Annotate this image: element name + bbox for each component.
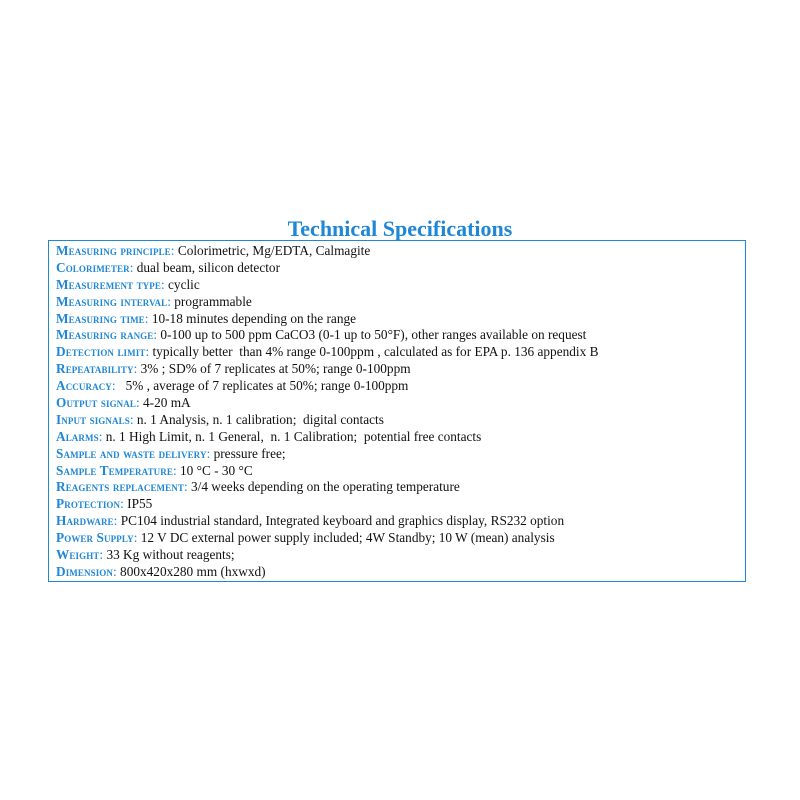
spec-value: PC104 industrial standard, Integrated keyboard and graphics display, RS232 option — [120, 513, 565, 529]
spec-separator: : — [111, 378, 119, 394]
spec-separator: : — [133, 530, 141, 546]
spec-row — [56, 294, 745, 311]
spec-row — [56, 378, 745, 395]
spec-separator: : — [206, 445, 214, 461]
spec-row — [56, 530, 745, 547]
spec-value: 4-20 mA — [143, 395, 191, 411]
spec-value: n. 1 Analysis, n. 1 calibration; digital contacts — [136, 411, 384, 427]
spec-label: Alarms — [56, 428, 99, 444]
spec-separator: : — [98, 428, 106, 444]
spec-value: IP55 — [127, 496, 153, 512]
spec-value: programmable — [174, 293, 252, 309]
spec-label: Repeatability — [56, 361, 134, 377]
spec-separator: : — [120, 496, 128, 512]
spec-label: Measurement type — [56, 276, 161, 292]
spec-separator: : — [153, 327, 161, 343]
spec-value: cyclic — [168, 276, 200, 292]
spec-label: Sample and waste delivery — [56, 445, 207, 461]
spec-row — [56, 260, 745, 277]
spec-label: Input signals — [56, 411, 130, 427]
spec-label: Dimension — [56, 563, 114, 579]
spec-row — [56, 547, 745, 564]
spec-separator: : — [170, 243, 178, 258]
spec-value: 800x420x280 mm (hxwxd) — [120, 563, 266, 579]
spec-row — [56, 513, 745, 530]
spec-separator: : — [144, 310, 152, 326]
spec-separator: : — [145, 344, 153, 360]
spec-value: 33 Kg without reagents; — [106, 547, 235, 563]
page-title: Technical Specifications — [287, 216, 513, 241]
spec-row — [56, 243, 745, 260]
spec-value: 3% ; SD% of 7 replicates at 50%; range 0-100ppm — [140, 361, 411, 377]
spec-value: 3/4 weeks depending on the operating temperature — [190, 479, 460, 495]
spec-row — [56, 564, 745, 581]
spec-row — [56, 479, 745, 496]
spec-label: Colorimeter — [56, 259, 130, 275]
spec-separator: : — [113, 513, 121, 529]
spec-label: Measuring principle — [56, 243, 171, 258]
spec-row — [56, 463, 745, 480]
spec-row — [56, 344, 745, 361]
spec-separator: : — [167, 293, 175, 309]
specifications-table — [48, 240, 746, 582]
spec-label: Reagents replacement — [56, 479, 184, 495]
spec-separator: : — [129, 411, 137, 427]
spec-value: Colorimetric, Mg/EDTA, Calmagite — [177, 243, 371, 258]
spec-row — [56, 277, 745, 294]
spec-separator: : — [113, 563, 121, 579]
spec-label: Detection limit — [56, 344, 146, 360]
spec-value: 0-100 up to 500 ppm CaCO3 (0-1 up to 50°F), other ranges available on request — [160, 327, 587, 343]
spec-label: Accuracy — [56, 378, 112, 394]
spec-row — [56, 429, 745, 446]
spec-label: Measuring interval — [56, 293, 168, 309]
spec-separator: : — [133, 361, 141, 377]
spec-row — [56, 395, 745, 412]
spec-label: Measuring time — [56, 310, 145, 326]
spec-label: Output signal — [56, 395, 136, 411]
spec-label: Hardware — [56, 513, 114, 529]
spec-row — [56, 412, 745, 429]
spec-row — [56, 361, 745, 378]
spec-row — [56, 496, 745, 513]
spec-value: 12 V DC external power supply included; 4W Standby; 10 W (mean) analysis — [140, 530, 555, 546]
spec-label: Protection — [56, 496, 121, 512]
spec-separator: : — [183, 479, 191, 495]
spec-label: Sample Temperature — [56, 462, 173, 478]
spec-separator: : — [172, 462, 181, 478]
spec-value: pressure free; — [213, 445, 286, 461]
spec-value: 10 °C - 30 °C — [180, 462, 253, 478]
spec-separator: : — [99, 547, 107, 563]
spec-value: 5% , average of 7 replicates at 50%; range 0-100ppm — [118, 378, 409, 394]
spec-row — [56, 446, 745, 463]
spec-label: Weight — [56, 547, 100, 563]
spec-value: dual beam, silicon detector — [136, 259, 281, 275]
spec-label: Measuring range — [56, 327, 154, 343]
spec-separator: : — [135, 395, 144, 411]
spec-label: Power Supply — [56, 530, 134, 546]
spec-value: typically better than 4% range 0-100ppm , calculated as for EPA p. 136 appendix B — [152, 344, 599, 360]
spec-value: n. 1 High Limit, n. 1 General, n. 1 Calibration; potential free contacts — [105, 428, 482, 444]
spec-separator: : — [161, 276, 169, 292]
spec-value: 10-18 minutes depending on the range — [151, 310, 357, 326]
spec-row — [56, 311, 745, 328]
spec-row — [56, 327, 745, 344]
spec-separator: : — [129, 259, 137, 275]
